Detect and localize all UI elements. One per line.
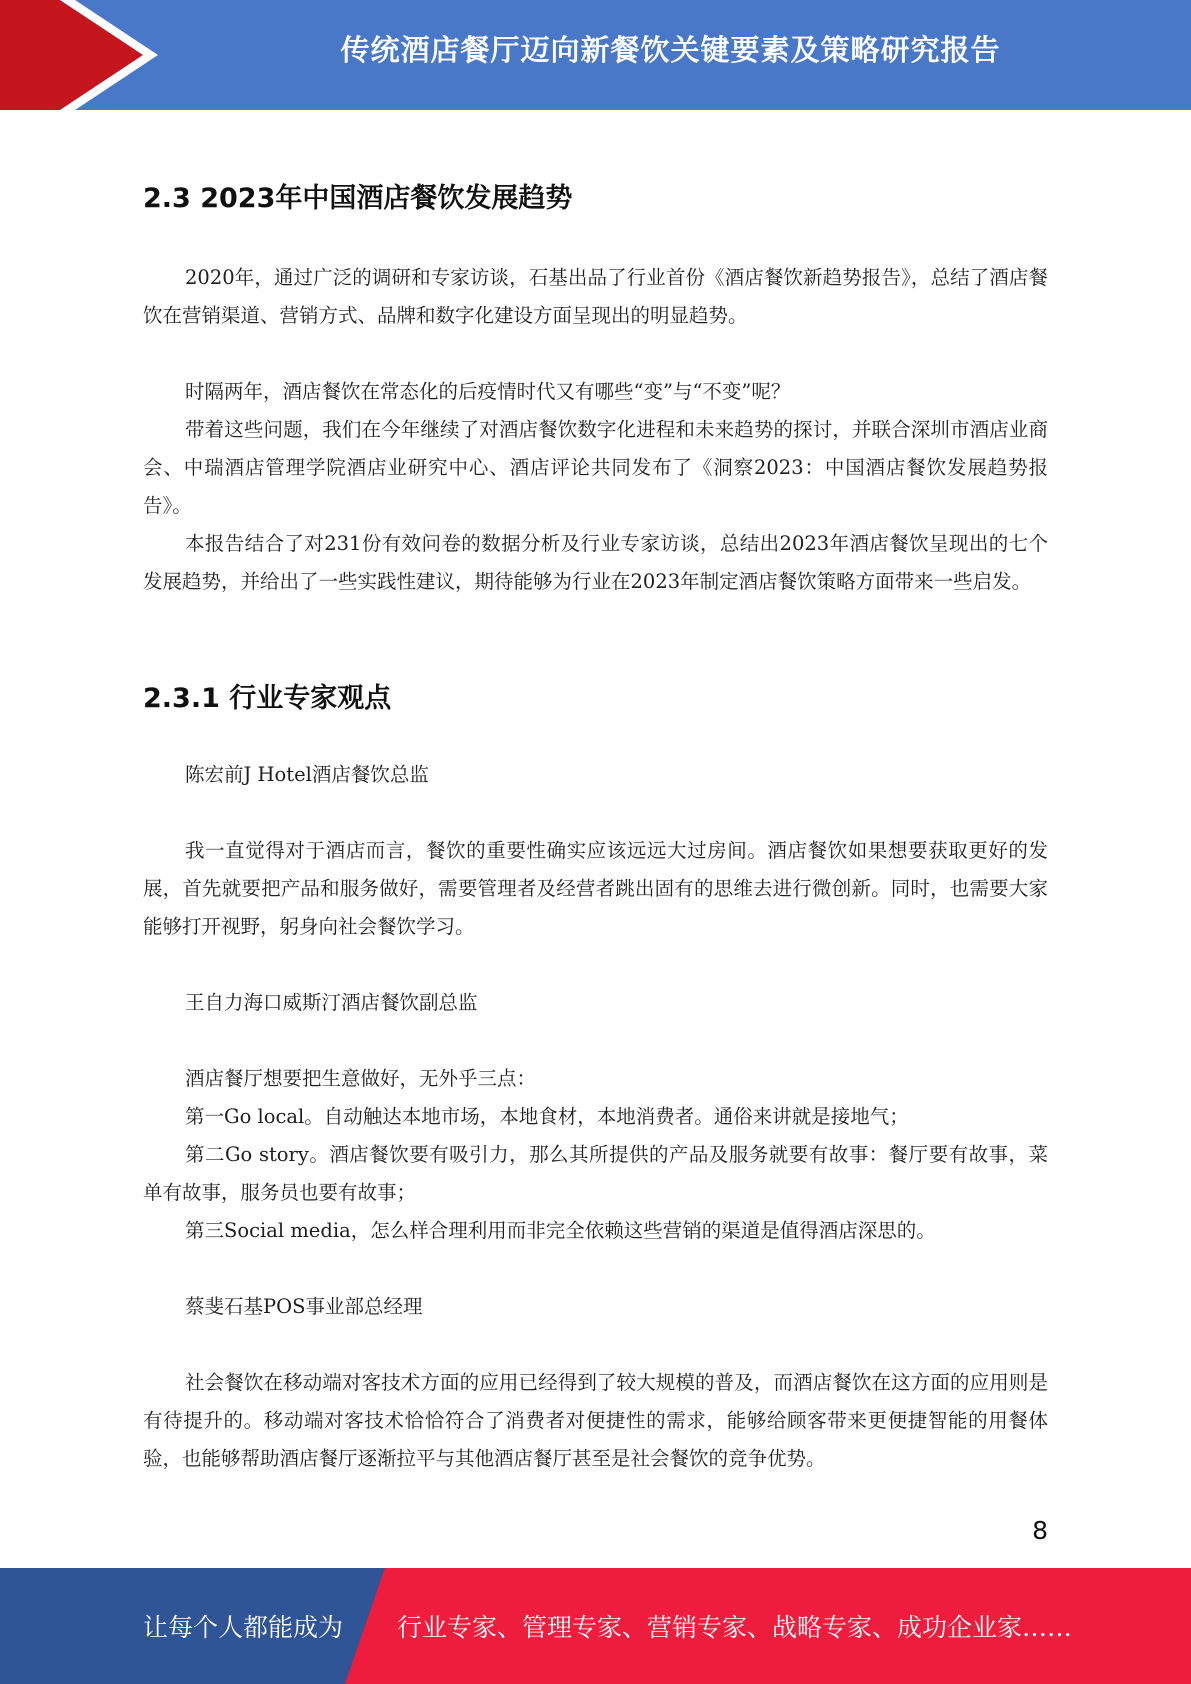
paragraph: 2020年，通过广泛的调研和专家访谈，石基出品了行业首份《酒店餐饮新趋势报告》，总结了酒店餐饮在营销渠道、营销方式、品牌和数字化建设方面呈现出的明显趋势。 [143, 266, 1048, 327]
section-heading-2-3: 2.3 2023年中国酒店餐饮发展趋势 [143, 183, 573, 214]
report-title: 传统酒店餐厅迈向新餐饮关键要素及策略研究报告 [340, 33, 1001, 67]
header-red-chevron [0, 0, 143, 110]
expert-point: 第一Go local。自动触达本地市场，本地食材，本地消费者。通俗来讲就是接地气； [185, 1105, 909, 1128]
expert-name: 蔡斐石基POS事业部总经理 [185, 1295, 423, 1318]
expert-name: 王自力海口威斯汀酒店餐饮副总监 [185, 991, 478, 1014]
paragraph: 带着这些问题，我们在今年继续了对酒店餐饮数字化进程和未来趋势的探讨，并联合深圳市酒店业商会、中瑞酒店管理学院酒店业研究中心、酒店评论共同发布了《洞察2023：中国酒店餐饮发展趋势报告》。 [143, 418, 1048, 517]
paragraph: 本报告结合了对231份有效问卷的数据分析及行业专家访谈，总结出2023年酒店餐饮呈现出的七个发展趋势，并给出了一些实践性建议，期待能够为行业在2023年制定酒店餐饮策略方面带来一些启发。 [143, 532, 1048, 593]
expert-quote: 社会餐饮在移动端对客技术方面的应用已经得到了较大规模的普及，而酒店餐饮在这方面的应用则是有待提升的。移动端对客技术恰恰符合了消费者对便捷性的需求，能够给顾客带来更便捷智能的用餐体验，也能够帮助酒店餐厅逐渐拉平与其他酒店餐厅甚至是社会餐饮的竞争优势。 [143, 1371, 1048, 1470]
paragraph: 时隔两年，酒店餐饮在常态化的后疫情时代又有哪些“变”与“不变”呢？ [185, 380, 791, 403]
section-heading-2-3-1: 2.3.1 行业专家观点 [143, 683, 392, 714]
expert-quote-intro: 酒店餐厅想要把生意做好，无外乎三点： [185, 1067, 537, 1090]
expert-point: 第三Social media，怎么样合理利用而非完全依赖这些营销的渠道是值得酒店深思的。 [185, 1219, 936, 1242]
page-header [0, 0, 1191, 110]
footer-slogan-right: 行业专家、管理专家、营销专家、战略专家、成功企业家…… [397, 1613, 1073, 1642]
page-footer [0, 1568, 1191, 1684]
footer-slogan-left: 让每个人都能成为 [143, 1613, 344, 1642]
expert-point: 第二Go story。酒店餐饮要有吸引力，那么其所提供的产品及服务就要有故事：餐厅要有故事，菜单有故事，服务员也要有故事； [143, 1143, 1048, 1204]
expert-quote: 我一直觉得对于酒店而言，餐饮的重要性确实应该远远大过房间。酒店餐饮如果想要获取更好的发展，首先就要把产品和服务做好，需要管理者及经营者跳出固有的思维去进行微创新。同时，也需要大家能够打开视野，躬身向社会餐饮学习。 [143, 839, 1048, 938]
expert-name: 陈宏前J Hotel酒店餐饮总监 [185, 763, 429, 786]
page-number: 8 [1032, 1516, 1048, 1545]
